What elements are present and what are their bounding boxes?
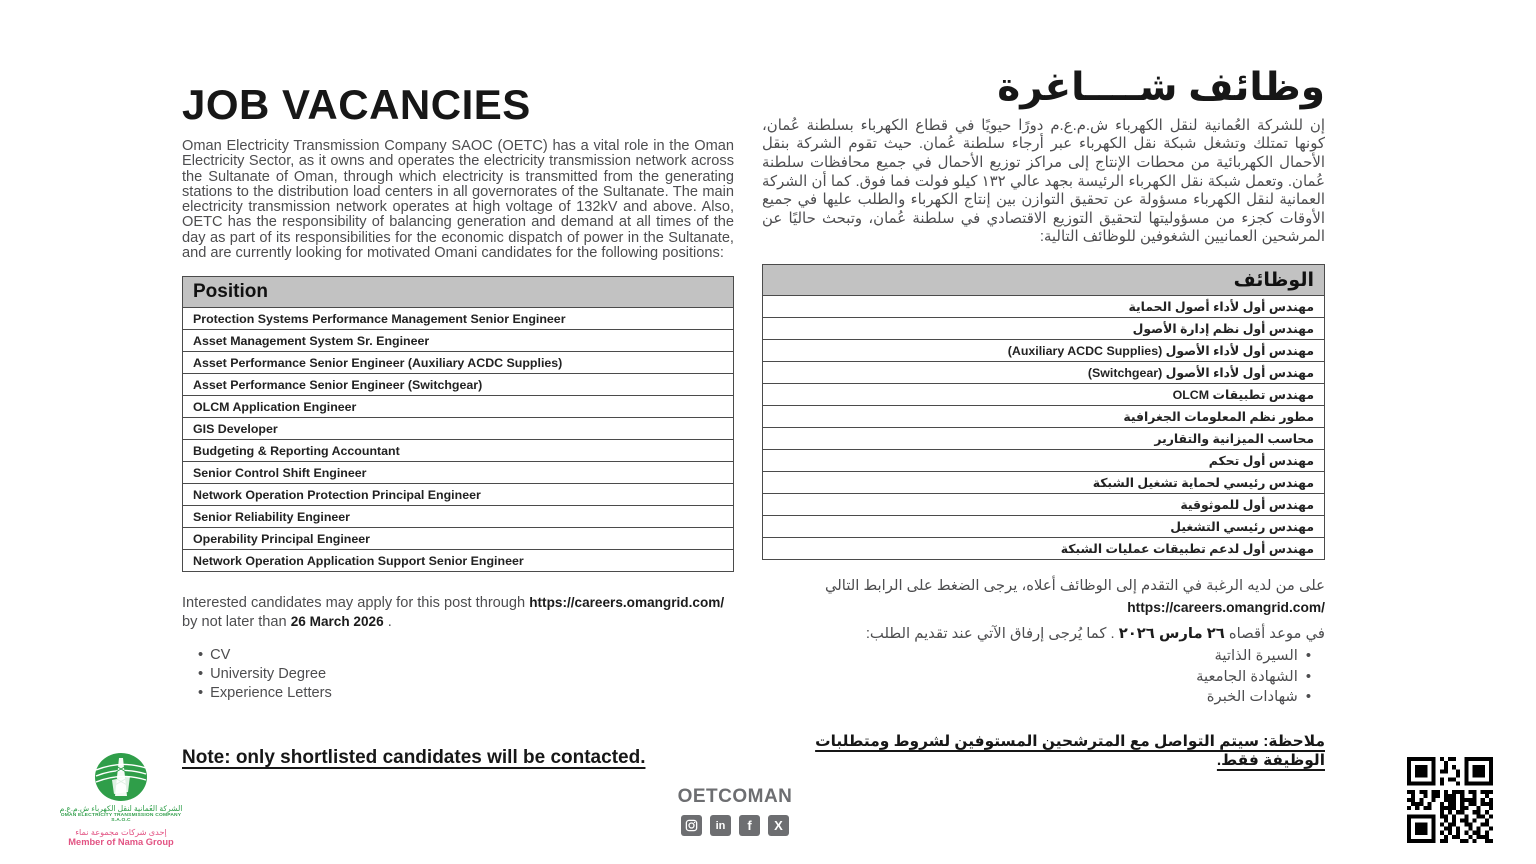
table-row: Asset Management System Sr. Engineer xyxy=(183,329,733,351)
apply-text-post: . xyxy=(383,613,392,630)
table-row: مهندس تطبيقات OLCM xyxy=(763,383,1324,405)
apply-section-ar xyxy=(762,576,1325,708)
apply-line2-post: . كما يُرجى إرفاق الآتي عند تقديم الطلب: xyxy=(865,626,1119,642)
note-ar: ملاحظة: سيتم التواصل مع المترشحين المستوفين لشروط ومتطلبات الوظيفة فقط. xyxy=(815,732,1325,769)
list-item: • CV xyxy=(198,646,734,665)
table-row: مهندس أول لأداء الأصول (Switchgear) xyxy=(763,361,1324,383)
table-row: Network Operation Application Support Senior Engineer xyxy=(183,549,733,571)
required-documents-list-en xyxy=(198,646,734,703)
apply-line2-ar xyxy=(762,624,1325,644)
apply-text-pre: Interested candidates may apply for this post through xyxy=(182,595,530,612)
social-handle: OETCOMAN xyxy=(677,786,793,807)
qr-code xyxy=(1407,757,1493,843)
table-row: مهندس أول تحكم xyxy=(763,449,1324,471)
positions-table-header-en: Position xyxy=(183,277,733,307)
table-row: مهندس أول للموثوقية xyxy=(763,493,1324,515)
intro-paragraph-en: Oman Electricity Transmission Company SAOC (OETC) has a vital role in the Oman Electricity Sector, as it owns and operates the electricity transmission network across the Sultanate of Oman, through which electricity is transmitted from the generating stations to the distribution load centers in all governorates of the Sultanate. The main electricity transmission network operates at high voltage of 132kV and above. Also, OETC has the responsibility of balancing generation and demand at all times of the day as part of its responsibilities for the economic dispatch of power in the Sultanate, and are currently looking for motivated Omani candidates for the following positions: xyxy=(182,138,734,262)
table-row: GIS Developer xyxy=(183,417,733,439)
logo-nama-en: Member of Nama Group xyxy=(68,837,174,847)
page-title-en: JOB VACANCIES xyxy=(182,81,531,128)
list-item: • السيرة الذاتية xyxy=(762,646,1311,667)
english-column xyxy=(182,81,734,769)
apply-line1-ar: على من لديه الرغبة في التقدم إلى الوظائف أعلاه، يرجى الضغط على الرابط التالي xyxy=(824,578,1325,594)
table-row: مطور نظم المعلومات الجغرافية xyxy=(763,405,1324,427)
table-row: Asset Performance Senior Engineer (Switchgear) xyxy=(183,373,733,395)
arabic-column xyxy=(762,66,1325,770)
oetc-logo-icon xyxy=(94,752,148,802)
linkedin-icon[interactable]: in xyxy=(710,815,731,836)
table-row: محاسب الميزانية والتقارير xyxy=(763,427,1324,449)
list-item: • شهادات الخبرة xyxy=(762,687,1311,708)
table-row: Asset Performance Senior Engineer (Auxiliary ACDC Supplies) xyxy=(183,351,733,373)
apply-text-mid: by not later than xyxy=(182,613,291,630)
table-row: مهندس أول لأداء أصول الحماية xyxy=(763,295,1324,317)
table-row: مهندس أول نظم إدارة الأصول xyxy=(763,317,1324,339)
positions-table-en xyxy=(182,276,734,572)
table-row: Senior Control Shift Engineer xyxy=(183,461,733,483)
logo-company-name-ar: الشركة العُمانية لنقل الكهرباء ش.م.ع.م xyxy=(59,804,183,813)
required-documents-list-ar xyxy=(762,646,1325,708)
table-row: مهندس رئيسي التشغيل xyxy=(763,515,1324,537)
table-row: Senior Reliability Engineer xyxy=(183,505,733,527)
positions-table-ar xyxy=(762,264,1325,560)
careers-url-en[interactable]: https://careers.omangrid.com/ xyxy=(529,595,725,611)
intro-paragraph-ar: إن للشركة العُمانية لنقل الكهرباء ش.م.ع.م دورًا حيويًا في قطاع الكهرباء بسلطنة عُمان، كونها تمتلك وتشغل شبكة نقل الكهرباء عبر أرجاء سلطنة عُمان. حيث تقوم الشركة بنقل الأحمال الكهربائية من محطات الإنتاج إلى مراكز توزيع الأحمال في جميع محافظات سلطنة عُمان. وتعمل شبكة نقل الكهرباء الرئيسة بجهد عالي ١٣٢ كيلو فولت فما فوق. كما أن الشركة العمانية لنقل الكهرباء مسؤولة عن تحقيق التوازن بين إنتاج الكهرباء والطلب عليها في جميع الأوقات كجزء من مسؤوليتها لتحقيق التوزيع الاقتصادي في سلطنة عُمان، وتبحث حاليًا عن المرشحين العمانيين الشغوفين للوظائف التالية: xyxy=(762,117,1325,246)
positions-table-header-ar: الوظائف xyxy=(763,265,1324,295)
table-row: Operability Principal Engineer xyxy=(183,527,733,549)
apply-deadline-en: 26 March 2026 xyxy=(290,613,384,629)
list-item: • University Degree xyxy=(198,665,734,684)
apply-deadline-ar: ٢٦ مارس ٢٠٢٦ xyxy=(1118,626,1225,642)
logo-company-name-en: OMAN ELECTRICITY TRANSMISSION COMPANY S.A.O.C xyxy=(60,813,182,823)
table-row: Protection Systems Performance Management Senior Engineer xyxy=(183,307,733,329)
social-section xyxy=(640,786,830,836)
table-row: مهندس أول لدعم تطبيقات عمليات الشبكة xyxy=(763,537,1324,559)
apply-paragraph-en xyxy=(182,594,734,631)
social-icon-row xyxy=(640,815,830,836)
x-icon[interactable]: X xyxy=(768,815,789,836)
logo-nama-ar: إحدى شركات مجموعة نماء xyxy=(75,828,167,837)
table-row: OLCM Application Engineer xyxy=(183,395,733,417)
apply-line2-pre: في موعد أقصاه xyxy=(1224,626,1325,642)
table-row: مهندس رئيسي لحماية تشغيل الشبكة xyxy=(763,471,1324,493)
facebook-icon[interactable]: f xyxy=(739,815,760,836)
table-row: Network Operation Protection Principal Engineer xyxy=(183,483,733,505)
page-title-ar: وظائف شــــاغرة xyxy=(997,66,1325,109)
careers-url-ar[interactable]: https://careers.omangrid.com/ xyxy=(1127,600,1325,615)
table-row: Budgeting & Reporting Accountant xyxy=(183,439,733,461)
oetc-logo xyxy=(58,752,184,847)
table-row: مهندس أول لأداء الأصول (Auxiliary ACDC Supplies) xyxy=(763,339,1324,361)
list-item: • الشهادة الجامعية xyxy=(762,667,1311,688)
note-en: Note: only shortlisted candidates will be contacted. xyxy=(182,746,646,768)
list-item: • Experience Letters xyxy=(198,684,734,703)
instagram-icon[interactable] xyxy=(681,815,702,836)
